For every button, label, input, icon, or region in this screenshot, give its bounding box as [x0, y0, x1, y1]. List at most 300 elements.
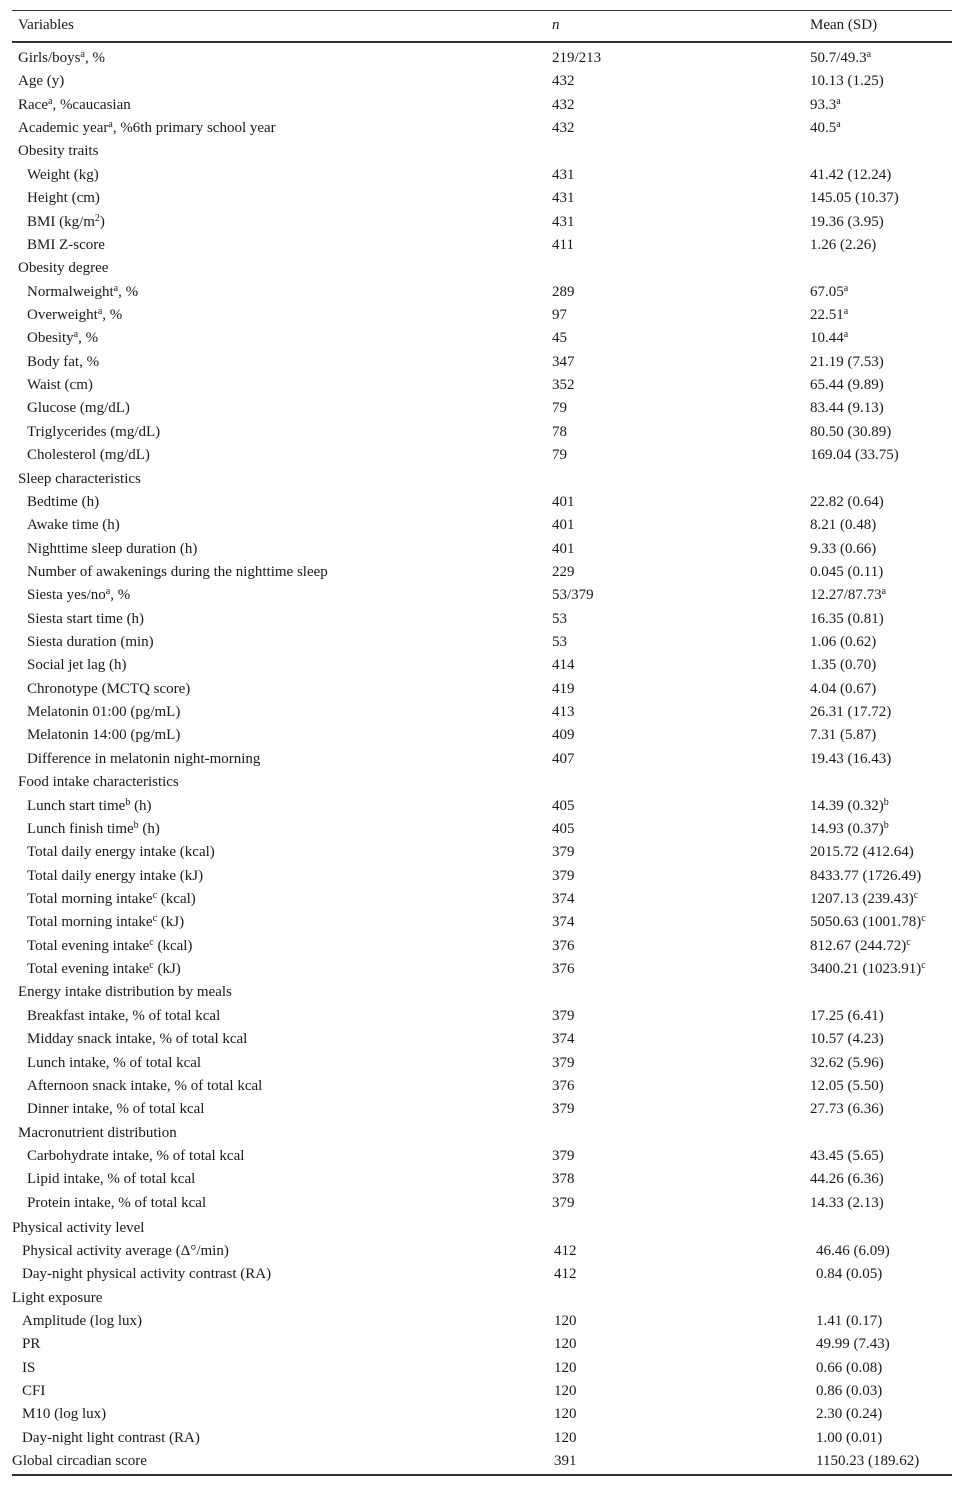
variable-label-text: Glucose (mg/dL): [27, 400, 130, 417]
variable-label-text: Food intake characteristics: [18, 774, 179, 791]
table-row: [12, 750, 952, 770]
variable-label-suffix: (kcal): [153, 937, 193, 954]
mean-sd-text: 14.33 (2.13): [810, 1194, 884, 1211]
table-row: [12, 1359, 952, 1379]
variable-label: [27, 937, 192, 955]
variable-label: [22, 1359, 35, 1377]
n-value: 379: [552, 844, 575, 861]
mean-sd-value: [810, 843, 914, 861]
section-heading-row: [12, 983, 952, 1003]
variable-label-text: Dinner intake, % of total kcal: [27, 1101, 205, 1118]
mean-sd-text: 4.04 (0.67): [810, 680, 877, 697]
n-value: 120: [554, 1336, 577, 1353]
variable-label: [18, 773, 179, 791]
table-row: [12, 353, 952, 373]
variable-label: [27, 750, 260, 768]
bottom-rule: [12, 1474, 952, 1476]
mean-sd-value: [810, 680, 876, 698]
table-row: [12, 329, 952, 349]
n-value: 419: [552, 680, 575, 697]
mean-sd-text: 43.45 (5.65): [810, 1147, 884, 1164]
variable-label: [22, 1405, 106, 1423]
mean-sd-value: [810, 797, 889, 815]
variable-label-suffix: (h): [130, 797, 152, 814]
n-value: 53: [552, 634, 567, 650]
table-row: [12, 72, 952, 92]
footnote-marker: c: [913, 890, 919, 901]
table-row: [12, 1170, 952, 1190]
n-value: 97: [552, 307, 567, 323]
footnote-marker: a: [843, 329, 849, 341]
n-value: 414: [552, 657, 575, 674]
n-value: 120: [554, 1383, 577, 1399]
variable-label: [18, 72, 64, 90]
mean-sd-value: [810, 283, 848, 301]
variable-label-text: Nighttime sleep duration (h): [27, 540, 198, 557]
variable-label-text: Breakfast intake, % of total kcal: [27, 1007, 221, 1024]
footnote-marker: b: [883, 819, 889, 831]
mean-sd-text: 812.67 (244.72): [810, 937, 907, 954]
mean-sd-text: 41.42 (12.24): [810, 166, 892, 183]
mean-sd-value: [810, 493, 884, 511]
section-heading-row: [12, 259, 952, 279]
mean-sd-text: 1.06 (0.62): [810, 634, 877, 650]
table-row: [12, 1147, 952, 1167]
variable-label-text: Melatonin 01:00 (pg/mL): [27, 704, 181, 721]
n-value: 79: [552, 400, 567, 417]
footnote-marker: a: [843, 282, 849, 294]
mean-sd-value: [810, 1147, 884, 1165]
variable-label: [27, 960, 181, 978]
table-row: [12, 166, 952, 186]
variable-label: [27, 820, 160, 838]
n-value: 432: [552, 73, 575, 90]
mean-sd-text: 40.5: [810, 120, 837, 137]
footnote-marker: a: [97, 306, 103, 317]
mean-sd-value: [816, 1382, 882, 1400]
mean-sd-value: [810, 72, 884, 90]
header-n: n: [552, 17, 560, 33]
mean-sd-value: [810, 1054, 884, 1072]
variable-label-text: Obesity degree: [18, 260, 109, 277]
mean-sd-value: [810, 1030, 884, 1048]
mean-sd-value: [810, 1170, 884, 1188]
mean-sd-value: [810, 446, 899, 464]
n-value: 431: [552, 213, 575, 230]
footnote-marker: c: [906, 936, 911, 948]
variable-label-text: Triglycerides (mg/dL): [27, 423, 161, 440]
variable-label-text: Race: [18, 96, 48, 113]
mean-sd-value: [810, 563, 883, 581]
table-row: [12, 843, 952, 863]
n-value: 120: [554, 1312, 577, 1329]
footnote-marker: a: [73, 329, 79, 341]
variable-label: [27, 516, 120, 534]
n-value: 411: [552, 236, 574, 253]
variable-label-text: Midday snack intake, % of total kcal: [27, 1031, 248, 1048]
variable-label-suffix: , %: [102, 307, 123, 323]
variable-label: [27, 1054, 201, 1072]
variable-label: [27, 166, 99, 184]
table-row: [12, 516, 952, 536]
table-row: [12, 1382, 952, 1402]
table-row: [12, 446, 952, 466]
n-value: 401: [552, 540, 575, 557]
variable-label: [27, 656, 127, 674]
table-row: [12, 96, 952, 116]
n-value: 412: [554, 1266, 577, 1283]
mean-sd-text: 8.21 (0.48): [810, 517, 877, 534]
variable-label-text: Total morning intake: [27, 891, 153, 907]
variable-label-text: Obesity traits: [18, 143, 99, 160]
variable-label: [27, 376, 93, 394]
mean-sd-text: 12.05 (5.50): [810, 1077, 884, 1094]
mean-sd-value: [810, 96, 841, 114]
table-row: [12, 236, 952, 256]
variable-label-text: Global circadian score: [12, 1453, 147, 1470]
n-value: 120: [554, 1406, 577, 1423]
footnote-marker: a: [47, 95, 53, 107]
variable-label-text: Total daily energy intake (kcal): [27, 844, 215, 861]
variable-label: [27, 1147, 244, 1165]
variable-label-suffix: (kcal): [157, 891, 196, 907]
variable-label-text: Siesta start time (h): [27, 610, 145, 627]
table-row: [12, 49, 952, 69]
n-value: 379: [552, 1194, 575, 1211]
footnote-marker: a: [80, 49, 85, 60]
variable-label: [27, 1030, 247, 1048]
mean-sd-text: 0.045 (0.11): [810, 563, 884, 580]
variable-label: [22, 1242, 229, 1260]
n-value: 432: [552, 96, 575, 113]
mean-sd-value: [810, 1077, 884, 1095]
footnote-marker: a: [836, 119, 841, 131]
footnote-marker: c: [921, 960, 926, 971]
mean-sd-text: 32.62 (5.96): [810, 1054, 884, 1071]
variable-label-text: Lunch finish time: [27, 820, 134, 837]
variable-label-text: Light exposure: [12, 1289, 103, 1306]
mean-sd-text: 1.35 (0.70): [810, 657, 877, 674]
variable-label-text: Awake time (h): [27, 517, 120, 534]
mean-sd-text: 3400.21 (1023.91): [810, 961, 922, 977]
table-row: [12, 797, 952, 817]
mean-sd-value: [810, 213, 884, 231]
mean-sd-value: [816, 1242, 890, 1260]
variable-label-suffix: (kJ): [157, 914, 185, 931]
variable-label-text: Social jet lag (h): [27, 657, 127, 674]
variable-label-text: Physical activity level: [12, 1219, 145, 1236]
variable-label-suffix: (kJ): [153, 961, 181, 977]
variable-label: [27, 586, 130, 604]
n-value: 407: [552, 750, 575, 767]
footnote-marker: c: [152, 890, 158, 901]
table-row: [12, 1405, 952, 1425]
variable-label-suffix: , %: [84, 50, 105, 66]
table-row: [12, 937, 952, 957]
variable-label-suffix: , %: [110, 587, 131, 604]
variable-label: [18, 470, 141, 488]
table-row: [12, 610, 952, 630]
n-value: 376: [552, 1077, 575, 1094]
header-mean-sd: Mean (SD): [810, 17, 878, 33]
variable-label-text: Chronotype (MCTQ score): [27, 680, 191, 697]
n-value: 374: [552, 1031, 575, 1048]
n-value: 120: [554, 1359, 577, 1376]
mean-sd-value: [816, 1429, 882, 1447]
mean-sd-value: [816, 1452, 919, 1470]
mean-sd-value: [816, 1405, 882, 1423]
variable-label: [27, 1194, 206, 1212]
variable-label: [12, 1219, 144, 1237]
variable-label-text: Number of awakenings during the nighttime sleep: [27, 563, 328, 580]
table-row: [12, 1030, 952, 1050]
variable-label-text: Total evening intake: [27, 937, 150, 954]
mean-sd-text: 7.31 (5.87): [810, 727, 877, 744]
mean-sd-value: [810, 1194, 884, 1212]
mean-sd-text: 65.44 (9.89): [810, 377, 884, 393]
variable-label-text: Protein intake, % of total kcal: [27, 1194, 207, 1211]
table-row: [12, 913, 952, 933]
variable-label: [27, 213, 105, 231]
variable-label: [22, 1265, 271, 1283]
mean-sd-value: [810, 329, 848, 347]
table-row: [12, 189, 952, 209]
mean-sd-value: [810, 399, 884, 417]
variable-label-text: Total morning intake: [27, 914, 153, 931]
variable-label: [18, 259, 108, 277]
header-variables: Variables: [18, 17, 74, 33]
variable-label: [22, 1382, 45, 1400]
n-value: 379: [552, 1101, 575, 1118]
mean-sd-text: 67.05: [810, 283, 844, 300]
variable-label-text: Obesity: [27, 330, 74, 347]
variable-label-text: Normalweight: [27, 283, 114, 300]
variable-label: [27, 913, 184, 931]
mean-sd-text: 5050.63 (1001.78): [810, 914, 922, 931]
variable-label-text: Waist (cm): [27, 377, 93, 393]
variable-label-text: Overweight: [27, 307, 98, 323]
n-value: 379: [552, 1054, 575, 1071]
n-value: 413: [552, 704, 575, 721]
header-rule: [12, 41, 952, 43]
mean-sd-text: 21.19 (7.53): [810, 353, 884, 370]
footnote-marker: c: [152, 913, 158, 925]
mean-sd-text: 0.84 (0.05): [816, 1266, 883, 1283]
mean-sd-value: [810, 913, 926, 931]
variable-label-text: Day-night physical activity contrast (RA): [22, 1266, 272, 1283]
variable-label-text: Total daily energy intake (kJ): [27, 867, 204, 884]
n-value: 409: [552, 727, 575, 744]
table-row: [12, 656, 952, 676]
mean-sd-text: 83.44 (9.13): [810, 400, 884, 417]
n-value: 405: [552, 797, 575, 814]
table-row: [12, 586, 952, 606]
footnote-marker: b: [133, 819, 139, 831]
mean-sd-value: [810, 937, 911, 955]
variable-label-text: BMI Z-score: [27, 236, 105, 253]
mean-sd-value: [816, 1265, 882, 1283]
mean-sd-text: 19.43 (16.43): [810, 750, 892, 767]
variable-label: [27, 726, 180, 744]
mean-sd-text: 10.57 (4.23): [810, 1031, 884, 1048]
variable-label-text: Siesta yes/no: [27, 587, 106, 604]
n-value: 379: [552, 1007, 575, 1024]
variable-label: [18, 119, 276, 137]
variable-label: [27, 493, 99, 511]
mean-sd-value: [816, 1312, 882, 1330]
variable-label: [18, 983, 232, 1001]
mean-sd-text: 0.86 (0.03): [816, 1383, 883, 1399]
mean-sd-text: 9.33 (0.66): [810, 540, 877, 557]
n-value: 347: [552, 353, 575, 370]
footnote-marker: c: [921, 913, 926, 925]
table-row: [12, 1077, 952, 1097]
variable-label-text: Cholesterol (mg/dL): [27, 447, 150, 464]
n-value: 405: [552, 820, 575, 837]
footnote-marker: a: [843, 306, 849, 317]
mean-sd-text: 10.44: [810, 330, 844, 347]
n-value: 401: [552, 493, 575, 510]
variable-label-text: Carbohydrate intake, % of total kcal: [27, 1147, 245, 1164]
mean-sd-text: 2015.72 (412.64): [810, 844, 914, 861]
n-value: 431: [552, 166, 575, 183]
section-heading-row: [12, 1289, 952, 1309]
footnote-marker: a: [105, 586, 111, 598]
variable-label: [27, 540, 197, 558]
mean-sd-value: [810, 189, 899, 207]
mean-sd-value: [810, 960, 926, 978]
top-rule: [12, 10, 952, 11]
mean-sd-text: 44.26 (6.36): [810, 1171, 884, 1188]
table-row: [12, 960, 952, 980]
variable-label-text: Bedtime (h): [27, 493, 100, 510]
variable-label: [27, 680, 190, 698]
n-value: 229: [552, 563, 575, 580]
mean-sd-text: 169.04 (33.75): [810, 447, 899, 464]
variable-label: [27, 1170, 195, 1188]
mean-sd-text: 26.31 (17.72): [810, 704, 892, 721]
mean-sd-value: [810, 423, 891, 441]
mean-sd-value: [810, 306, 848, 324]
table-row: [12, 1194, 952, 1214]
variable-label-text: Weight (kg): [27, 166, 99, 183]
table-row: [12, 867, 952, 887]
variable-label-suffix: , %: [118, 283, 139, 300]
mean-sd-text: 145.05 (10.37): [810, 190, 899, 207]
variable-label: [27, 446, 150, 464]
table-row: [12, 1100, 952, 1120]
variable-label: [22, 1429, 200, 1447]
variable-label-text: Day-night light contrast (RA): [22, 1429, 200, 1446]
mean-sd-text: 8433.77 (1726.49): [810, 867, 922, 884]
mean-sd-text: 1.26 (2.26): [810, 236, 877, 253]
table-row: [12, 1265, 952, 1285]
table-row: [12, 726, 952, 746]
variable-label-text: Girls/boys: [18, 50, 81, 66]
table-row: [12, 1312, 952, 1332]
variable-label-text: Lipid intake, % of total kcal: [27, 1171, 196, 1188]
n-value: 378: [552, 1171, 575, 1188]
variable-label-text: Height (cm): [27, 190, 100, 207]
mean-sd-text: 0.66 (0.08): [816, 1359, 883, 1376]
variable-label-text: M10 (log lux): [22, 1406, 107, 1423]
variable-label-text: Lunch intake, % of total kcal: [27, 1054, 202, 1071]
n-value: 78: [552, 423, 567, 440]
variable-label: [27, 399, 130, 417]
n-value: 376: [552, 961, 575, 977]
footnote-marker: c: [149, 960, 154, 971]
footnote-marker: 2: [94, 212, 100, 224]
variable-label-suffix: , %: [78, 330, 99, 347]
n-value: 45: [552, 330, 567, 347]
mean-sd-text: 93.3: [810, 96, 837, 113]
section-heading-row: [12, 773, 952, 793]
table-row: [12, 1007, 952, 1027]
mean-sd-value: [810, 540, 876, 558]
mean-sd-text: 1207.13 (239.43): [810, 891, 914, 907]
mean-sd-text: 50.7/49.3: [810, 50, 867, 66]
n-value: 352: [552, 377, 575, 393]
table-row: [12, 493, 952, 513]
variable-label-text: Academic year: [18, 120, 109, 137]
section-heading-row: [12, 470, 952, 490]
variable-label: [18, 49, 105, 67]
mean-sd-text: 80.50 (30.89): [810, 423, 892, 440]
mean-sd-value: [810, 610, 884, 628]
table-row: [12, 633, 952, 653]
mean-sd-text: 17.25 (6.41): [810, 1007, 884, 1024]
variable-label: [18, 1124, 177, 1142]
mean-sd-value: [810, 703, 891, 721]
section-heading-row: [12, 142, 952, 162]
variable-label: [27, 306, 122, 324]
footnote-marker: b: [883, 796, 889, 808]
n-value: 120: [554, 1429, 577, 1446]
mean-sd-value: [810, 49, 871, 67]
n-value: 374: [552, 891, 575, 907]
n-value: 374: [552, 914, 575, 931]
n-value: 391: [554, 1453, 577, 1470]
mean-sd-text: 1150.23 (189.62): [816, 1453, 920, 1470]
variable-label: [27, 1007, 220, 1025]
variable-label-text: IS: [22, 1359, 36, 1376]
table-row: [12, 213, 952, 233]
variable-label-text: Macronutrient distribution: [18, 1124, 177, 1141]
variable-label-text: Total evening intake: [27, 961, 150, 977]
variable-label-text: Energy intake distribution by meals: [18, 984, 232, 1001]
variable-label: [12, 1289, 102, 1307]
n-value: 379: [552, 1147, 575, 1164]
n-value: 79: [552, 447, 567, 464]
variable-label-text: CFI: [22, 1383, 46, 1399]
table-row: [12, 283, 952, 303]
variable-label-suffix: ): [99, 213, 105, 230]
variable-label: [27, 703, 180, 721]
table-row: [12, 820, 952, 840]
table-row: [12, 119, 952, 139]
variable-label-suffix: , %caucasian: [52, 96, 131, 113]
variable-label-text: Body fat, %: [27, 353, 100, 370]
table-row: [12, 703, 952, 723]
footnote-marker: a: [881, 586, 887, 598]
footnote-marker: b: [125, 796, 131, 808]
mean-sd-text: 46.46 (6.09): [816, 1242, 890, 1259]
footnote-marker: a: [113, 282, 119, 294]
variable-label-text: Difference in melatonin night-morning: [27, 750, 261, 767]
variable-label: [27, 236, 105, 254]
mean-sd-value: [810, 820, 889, 838]
mean-sd-value: [810, 376, 884, 394]
